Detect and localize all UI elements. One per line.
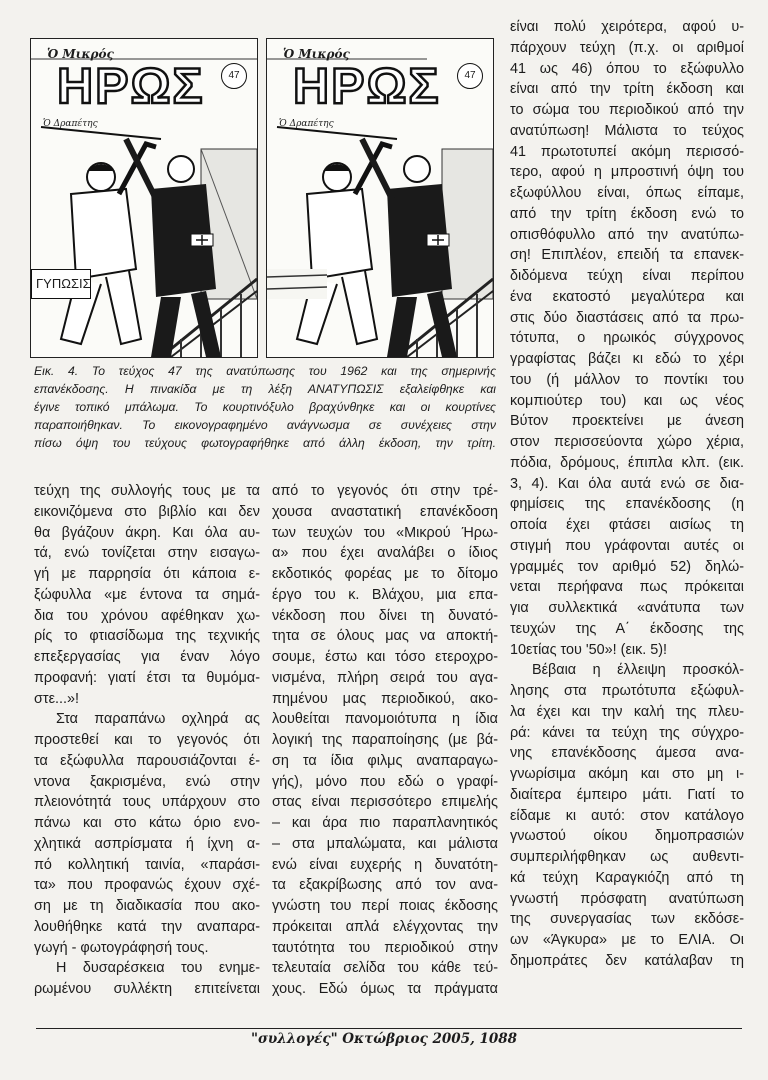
text-line: ενώ είναι ευχερής η δυνατότη- <box>272 856 498 873</box>
text-line: τερο, αφού η μπροστινή όψη του <box>510 164 744 181</box>
text-line: τεύχη της συλλογής τους με τα <box>34 483 260 499</box>
cover-reprint-sign: ΓΥΠΩΣΙΣ <box>31 269 91 299</box>
text-line: πημένου μας περιοδικού, ακο- <box>272 690 498 707</box>
footer-divider <box>36 1028 742 1029</box>
text-line: λα έχει και την καλή της πλευ- <box>510 703 744 720</box>
cover-subtitle: Ὁ Δραπέτης <box>43 119 98 129</box>
text-line: γραφίστας βάζει κι εδώ το χέρι <box>510 351 744 367</box>
text-line: στον περισσεύοντα χώρο χέρια, <box>510 434 744 450</box>
text-line: – στα μπαλώματα, και μάλιστα <box>272 835 498 852</box>
comic-cover-1962 <box>30 38 258 358</box>
text-line: ρίς το φτιασίδωμα της τεχνικής <box>34 628 260 645</box>
text-line: διαίτερα έμπειρο μάτι. Γιατί το <box>510 786 744 803</box>
text-line: από το γεγονός ότι στην τρέ- <box>272 483 498 499</box>
text-line: επεξεργασίας για έναν λόγο <box>34 649 260 665</box>
text-line: νισμένα, πλήρη σειρά του αγα- <box>272 669 498 686</box>
text-column-1 <box>34 481 260 1000</box>
comic-cover-reissue <box>266 38 494 358</box>
text-line: είναι πολύ χειρότερα, αφού υ- <box>510 19 744 35</box>
text-line: στις δύο διαστάσεις από τα πρω- <box>510 309 744 326</box>
cover-series-small: Ὁ Μικρός <box>283 47 350 61</box>
text-line: νέκδοση που δίνει τη δυνατό- <box>272 607 498 624</box>
text-line: τα εξώφυλλα παρουσιάζονται έ- <box>34 752 260 769</box>
text-line: δια του χρόνου αφέθηκαν χω- <box>34 607 260 624</box>
text-line: κά τεύχη Καραγκιόζη από τη <box>510 869 744 886</box>
text-line: πό κολλητική ταινία, «παράσι- <box>34 856 260 873</box>
text-line: προφανή: γιατί έτσι τα θυμόμα- <box>34 669 260 686</box>
text-line: χλητικά ασπρίσματα ή ίχνη α- <box>34 835 260 852</box>
text-line: γωγή - φωτογράφησή τους. <box>34 939 209 956</box>
text-line: 41 ως 46) όπου το εξώφυλλο <box>510 60 744 77</box>
text-line: ρωμένου συλλέκτη επιτείνεται <box>34 981 260 997</box>
cover-issue-number: 47 <box>457 63 483 89</box>
text-line: το σώμα του περιοδικού από την <box>510 102 744 118</box>
text-line: ένα εκατοστό μεγαλύτερα και <box>510 288 744 305</box>
text-line: γνωρίσιμα ακόμη και στο μη ι- <box>510 766 744 782</box>
text-line: τα» που προφανώς έχουν σχέ- <box>34 877 260 894</box>
page-footer: "συλλογές" Οκτώβριος 2005, 1088 <box>250 1031 518 1047</box>
text-line: ανατύπωση! Μάλιστα το τεύχος <box>510 122 744 139</box>
text-line: κομπιούτερ του) και ως νέος <box>510 392 744 409</box>
text-line: πάνω και στο κάτω όριο ενο- <box>34 815 260 831</box>
text-line: του (ή μάλλον το ποντίκι του <box>510 371 744 388</box>
text-line: ων «Άγκυρα» με το ΕΛΙΑ. Οι <box>510 932 744 948</box>
text-column-3 <box>510 17 744 972</box>
text-line: οπισθόφυλλο από την ανατύπω- <box>510 226 744 243</box>
text-line: τευχών της Α΄ έκδοσης της <box>510 620 744 637</box>
text-line: γής), μόνο που εδώ ο γραφί- <box>272 773 498 790</box>
text-line: Βέβαια η έλλειψη προσκόλ- <box>532 662 744 679</box>
cover-series-big: ΗΡΩΣ <box>293 58 441 114</box>
text-line: ση! Επιπλέον, επειδή τα επανεκ- <box>510 247 744 264</box>
text-line: χουσα αναστατική επανέκδοση <box>272 503 498 520</box>
text-line: για συλλεκτικά «ανάτυπα των <box>510 600 744 616</box>
text-line: τότυπα, ο ηρωικός σύγχρονος <box>510 330 744 347</box>
text-line: διδόμενα τεύχη είναι περίπου <box>510 268 744 284</box>
text-line: πόδια, δρόμους, έπιπλα κλπ. (εικ. <box>510 454 744 471</box>
text-line: είναι από την τρίτη έκδοση και <box>510 81 744 98</box>
text-line: στας είναι περισσότερο επιμελής <box>272 794 498 811</box>
cover-issue-number: 47 <box>221 63 247 89</box>
text-line: προστεθεί και το γεγονός ότι <box>34 732 260 748</box>
text-line: πλειονότητά τους υπάρχουν στο <box>34 794 260 811</box>
text-line: γνωστή πρόσφατη ανατύπωση <box>510 890 744 907</box>
cover-series-big: ΗΡΩΣ <box>57 58 205 114</box>
cover-series-small: Ὁ Μικρός <box>47 47 114 61</box>
text-line: εικονιζόμενα στο βιβλίο και δεν <box>34 503 260 520</box>
text-line: 10ετίας του '50»! (εικ. 5)! <box>510 641 668 658</box>
text-line: τά, ενώ τονίζεται στην εισαγω- <box>34 545 260 562</box>
text-line: γνώστη του περί ποιας έκδοσης <box>272 898 498 914</box>
caption-line: έγινε τοπικό μπάλωμα. Το κουρτινόξυλο βραχύνθηκε και οι κουρτίνες <box>34 400 496 414</box>
text-line: των τευχών του «Μικρού Ήρω- <box>272 524 498 541</box>
text-column-2 <box>272 481 498 1000</box>
text-line: σουμε, έστω και τόσο ετεροχρο- <box>272 649 498 665</box>
text-line: στιγμή που γράφονται αυτές οι <box>510 537 744 554</box>
text-line: γή με παρρησία ότι κάποια ε- <box>34 566 260 582</box>
text-line: χους. Εδώ όμως τα πράγματα <box>272 981 498 997</box>
text-line: Η δυσαρέσκεια του ενημε- <box>56 960 260 977</box>
caption-line: παραποιήθηκαν. Το εικονογραφημένο ανάγνωσμα σε συνέχειες στην <box>34 418 496 432</box>
text-line: Στα παραπάνω οχληρά ας <box>56 711 260 728</box>
text-line: γνωστού οίκου δημοπρασιών <box>510 828 744 845</box>
text-line: πρόκειται απλά ελέγχοντας την <box>272 918 498 935</box>
text-line: νεται περήφανα πως πρόκειται <box>510 579 744 596</box>
text-line: λησης στα πρωτότυπα εξώφυλ- <box>510 683 744 699</box>
text-line: ξώφυλλα «με έντονα τα σημά- <box>34 586 260 603</box>
text-line: Βύτον προεκτείνει με άνεση <box>510 413 744 430</box>
text-line: εξωφύλλου είναι, όπως είπαμε, <box>510 185 744 201</box>
text-line: νης επανέκδοσης άμεσα ανα- <box>510 745 744 762</box>
text-line: συμπεριλήφθηκαν ως αυθεντι- <box>510 849 744 865</box>
text-line: δημοπράτες δεν κατάλαβαν τη <box>510 952 744 969</box>
text-line: τελευταία σελίδα του κάθε τεύ- <box>272 960 498 977</box>
cover-subtitle: Ὁ Δραπέτης <box>279 119 334 129</box>
text-line: έργο του κ. Βλάχου, μια επα- <box>272 586 498 603</box>
text-line: 41 πρωτοτυπεί ακόμη περισσό- <box>510 143 744 160</box>
text-line: τα εξακρίβωσης από τον ανα- <box>272 877 498 894</box>
text-line: φημίσεις της επανέκδοσης (η <box>510 496 744 513</box>
text-line: λουθείται πανομοιότυπα η ίδια <box>272 711 498 728</box>
text-line: της συνεργασίας των εκδόσε- <box>510 911 744 928</box>
text-line: στε...»! <box>34 690 79 707</box>
text-line: λουθήθηκε κατά την αναπαρα- <box>34 918 260 935</box>
text-line: ντονα ξακρισμένα, ενώ στην <box>34 773 260 790</box>
text-line: εκδοτικός φορέας με το δίτομο <box>272 566 498 582</box>
text-line: 3, 4). Και όλα αυτά ενώ σε δια- <box>510 475 744 492</box>
caption-line: πίσω όψη του τεύχους φωτογραφήθηκε από άλλη έκδοση, την τρίτη. <box>34 436 496 450</box>
text-line: θα βγάζουν άκρη. Και όλα αυ- <box>34 524 260 541</box>
text-line: α» που έχει αναλάβει ο ίδιος <box>272 545 498 562</box>
text-line: ταυτότητα του περιοδικού στην <box>272 939 498 956</box>
text-line: ση τα ίδια φιλμς αναπαραγω- <box>272 752 498 769</box>
text-line: πάρχουν τεύχη (π.χ. οι αριθμοί <box>510 39 744 56</box>
caption-line: Εικ. 4. Το τεύχος 47 της ανατύπωσης του 1962 και της σημερινής <box>34 364 496 378</box>
text-line: τητα σε όλους μας να αποκτή- <box>272 628 498 645</box>
text-line: ρά: κάνει τα τεύχη της σύγχρο- <box>510 724 744 741</box>
text-line: από την τρίτη έκδοση ενώ το <box>510 205 744 222</box>
text-line: γραμμές τον αριθμό 52) δηλώ- <box>510 558 744 575</box>
text-line: είδαμε κι αυτό: στον κατάλογο <box>510 807 744 824</box>
figure-caption <box>34 362 496 452</box>
text-line: οποία έχει φτάσει αισίως τη <box>510 517 744 533</box>
text-line: – και άρα πιο παραπλανητικός <box>272 815 498 831</box>
text-line: ση με τη διαδικασία που ακο- <box>34 898 260 914</box>
figure-4 <box>22 38 496 358</box>
caption-line: επανέκδοσης. Η πινακίδα με τη λέξη ΑΝΑΤΥΠΩΣΙΣ εξαλείφθηκε και <box>34 382 496 396</box>
text-line: λογική της παραποίησης (με βά- <box>272 732 498 748</box>
